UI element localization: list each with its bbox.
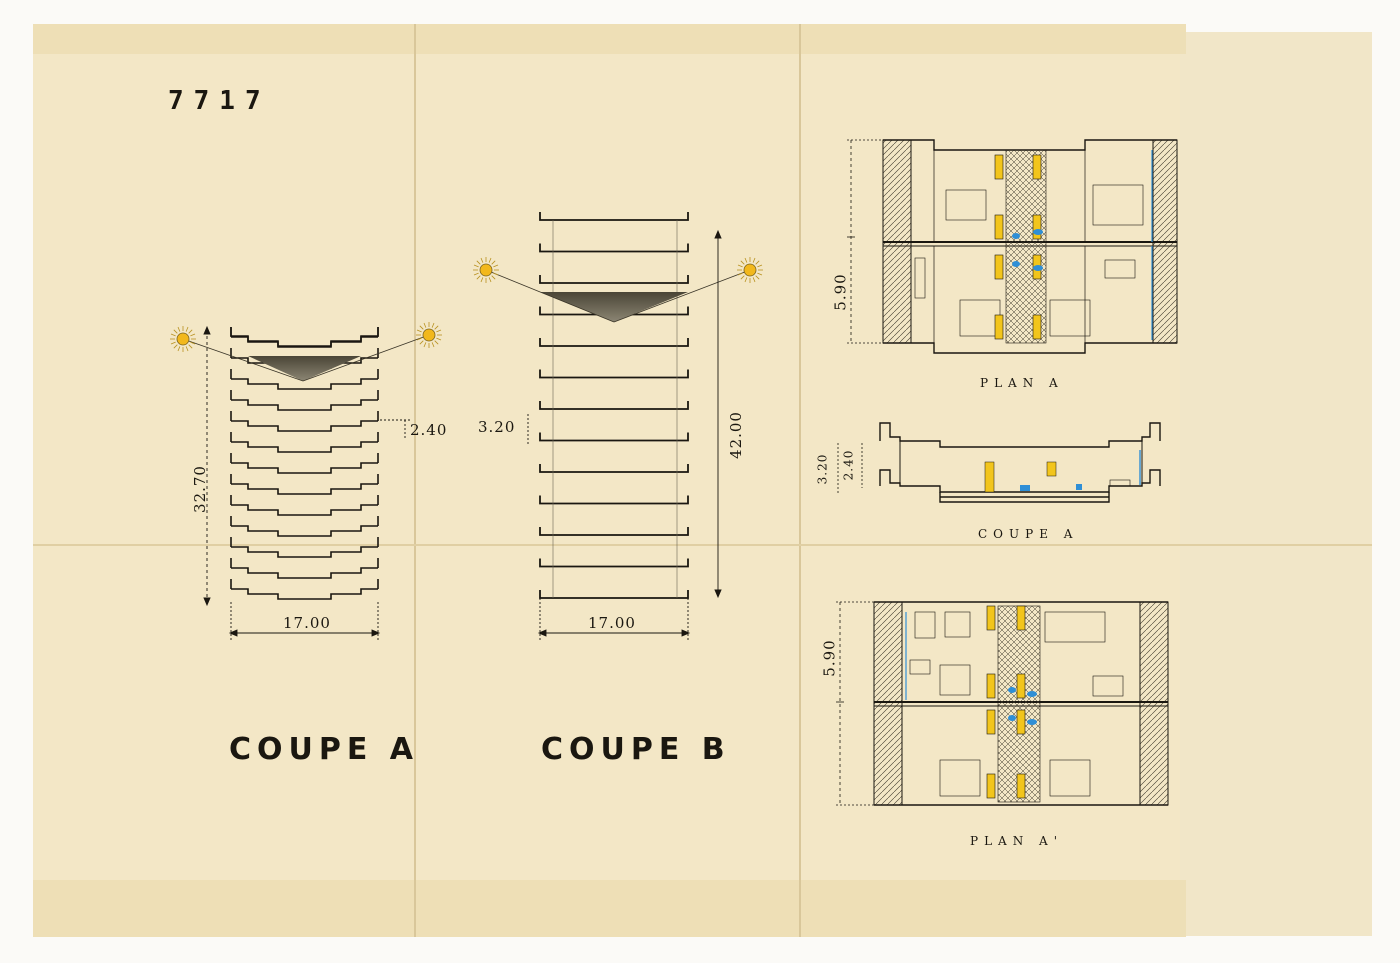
sun-icon [170,326,196,352]
sun-icon [416,322,442,348]
paper-flap [1180,32,1372,936]
paper-stain [33,24,1186,54]
coupe-small-height: 2.40 [841,449,856,481]
section-b-title: COUPE B [541,732,731,767]
section-a-height: 32.70 [190,465,209,513]
section-a-title: COUPE A [229,732,420,767]
plan-a-title: PLAN A [980,376,1064,390]
coupe-small-floor: 3.20 [815,453,830,485]
coupe-small-title: COUPE A [978,527,1079,541]
sun-icon [737,257,763,283]
section-b-floor: 3.20 [478,418,516,436]
section-b-height: 42.00 [726,411,745,459]
plan-a-depth: 5.90 [831,273,850,311]
paper-stain [33,880,1186,937]
plan-a-prime-title: PLAN A' [970,834,1063,848]
sun-icon [473,257,499,283]
section-a-width: 17.00 [283,614,331,632]
section-a-floor: 2.40 [410,421,448,439]
section-b-width: 17.00 [588,614,636,632]
plan-a-prime-depth: 5.90 [820,639,839,677]
sheet-number: 7717 [168,86,271,116]
